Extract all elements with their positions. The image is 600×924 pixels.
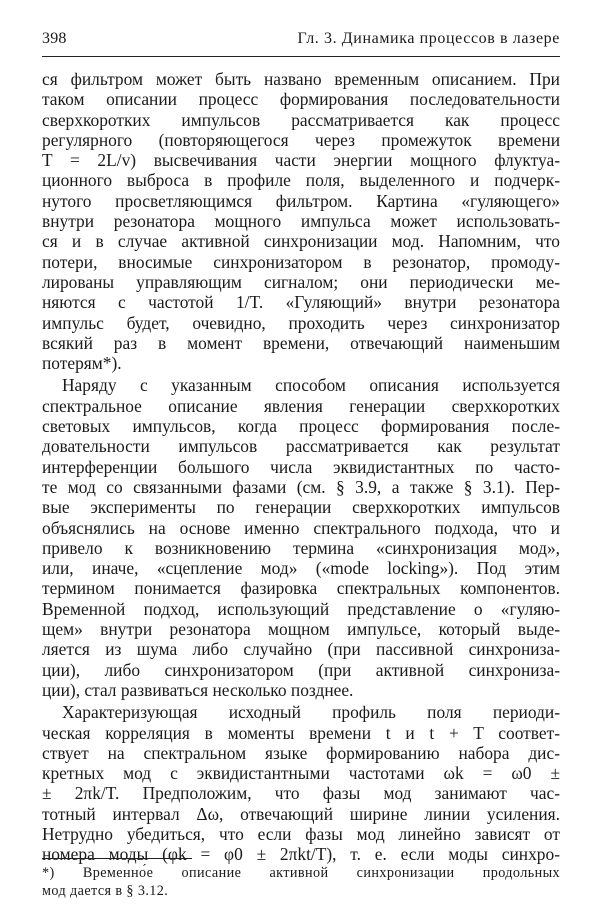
text-line: те мод со связанными фазами (см. § 3.9, а также § 3.1). Пер- <box>42 476 560 497</box>
text-line: няются с частотой 1/T. «Гуляющий» внутри резонатора <box>42 292 560 313</box>
text-line: номера моды (φk = φ0 ± 2πkt/T), т. е. если моды синхро- <box>42 844 560 865</box>
text-line: лированы управляющим сигналом; они периодически ме- <box>42 271 560 292</box>
text-line: ся фильтром может быть названо временным описанием. При <box>42 69 560 89</box>
book-page <box>42 30 560 865</box>
text-line: довательности импульсов рассматривается как результат <box>42 436 560 457</box>
text-line: ческая корреляция в моменты времени t и t + T соответ- <box>42 722 560 743</box>
text-line: нутого просветляющимся фильтром. Картина «гуляющего» <box>42 190 560 211</box>
text-line: Характеризующая исходный профиль поля периоди- <box>62 702 560 723</box>
text-line: световых импульсов, когда процесс формирования после- <box>42 416 560 437</box>
text-line: T = 2L/v) высвечивания части энергии мощного флуктуа- <box>42 150 560 171</box>
running-header <box>42 30 560 57</box>
text-line: ствует на спектральном языке формированию набора дис- <box>42 742 560 763</box>
text-line: термином понимается фазировка спектральных компонентов. <box>42 578 560 599</box>
text-line: ± 2πk/T. Предположим, что фазы мод занимают час- <box>42 783 560 804</box>
text-line: Временной подход, использующий представление о «гуляю- <box>42 598 560 619</box>
text-line: спектральное описание явления генерации сверхкоротких <box>42 395 560 416</box>
text-line: всякий раз в момент времени, отвечающий наименьшим <box>42 332 560 353</box>
text-line: привело к возникновению термина «синхронизация мод», <box>42 537 560 558</box>
footnote-line: *) Временно́е описание активной синхронизации продольных <box>42 865 560 881</box>
page-number: 398 <box>42 30 67 47</box>
footnote-rule <box>42 858 192 859</box>
text-line: объяснялись на основе именно спектрального подхода, что и <box>42 517 560 538</box>
text-line: ляется из шума либо случайно (при пассивной синхрониза- <box>42 639 560 660</box>
text-line: внутри резонатора мощного импульса может использовать- <box>42 211 560 232</box>
text-line: интерференции большого числа эквидистантных по часто- <box>42 456 560 477</box>
footnote-line: мод дается в § 3.12. <box>42 883 169 899</box>
text-line: или, иначе, «сцепление мод» («mode locking»). Под этим <box>42 558 560 579</box>
chapter-title: Гл. 3. Динамика процессов в лазере <box>297 30 560 47</box>
text-line: вые эксперименты по генерации сверхкоротких импульсов <box>42 497 560 518</box>
text-line: ционного выброса в профиле поля, выделенного и подчерк- <box>42 170 560 191</box>
text-line: ся и в случае активной синхронизации мод. Напомним, что <box>42 231 560 252</box>
text-line: кретных мод с эквидистантными частотами ωk = ω0 ± <box>42 763 560 784</box>
footnote <box>42 864 560 900</box>
text-line: потерям*). <box>42 353 122 374</box>
text-line: сверхкоротких импульсов рассматривается как процесс <box>42 109 560 130</box>
text-line: ции), стал развиваться несколько позднее. <box>42 679 354 700</box>
text-line: импульс будет, очевидно, проходить через синхронизатор <box>42 312 560 333</box>
body-text <box>42 69 560 865</box>
text-line: щем» внутри резонатора мощном импульсе, который выде- <box>42 619 560 640</box>
text-line: потери, вносимые синхронизатором в резонатор, промоду- <box>42 251 560 272</box>
text-line: таком описании процесс формирования последовательности <box>42 89 560 110</box>
text-line: ции), либо синхронизатором (при активной синхрониза- <box>42 659 560 680</box>
text-line: Нетрудно убедиться, что если фазы мод линейно зависят от <box>42 823 560 844</box>
text-line: регулярного (повторяющегося через промежуток времени <box>42 129 560 150</box>
text-line: тотный интервал Δω, отвечающий ширине линии усиления. <box>42 803 560 824</box>
text-line: Наряду с указанным способом описания используется <box>62 375 560 396</box>
